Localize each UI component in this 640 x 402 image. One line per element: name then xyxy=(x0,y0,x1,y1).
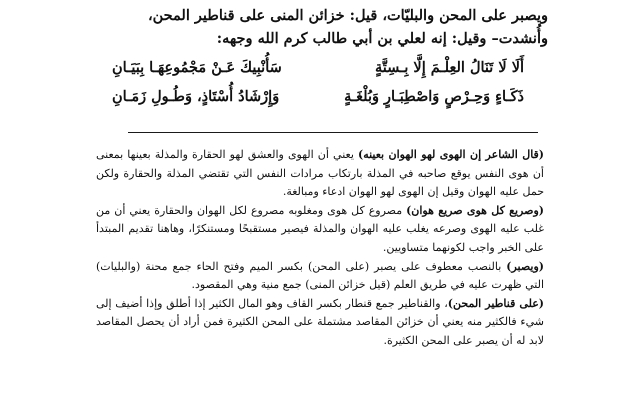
verse-line-1 xyxy=(112,57,524,79)
commentary-paragraph-3 xyxy=(96,258,544,295)
commentary-3-text: بالنصب معطوف على يصبر (على المحن) بكسر الميم وفتح الحاء جمع محنة (والبليات) التي ظهرت عليه في طريق العلم (قيل خزائن المنى) جمع منية وهي المقصود. xyxy=(96,259,544,292)
verse-2-first-hemistich: ذَكَـاءٍ وَحِـرْصٍ وَاصْطِبَـارٍ وَبُلْغَـةٍ xyxy=(344,88,524,105)
commentary-paragraph-4 xyxy=(96,295,544,351)
commentary-2-lemma: (وصريع كل هوى صريع هوان) xyxy=(406,203,544,217)
commentary-3-lemma: (ويصبر) xyxy=(506,259,544,273)
separator-rule xyxy=(128,132,538,133)
intro-line-2: وأُنشدت– وقيل: إنه لعلي بن أبي طالب كرم الله وجهه: xyxy=(216,30,548,47)
commentary-4-lemma: (على قناطير المحن) xyxy=(447,296,544,310)
verse-line-2 xyxy=(112,86,524,108)
commentary-paragraph-1 xyxy=(96,146,544,202)
commentary-1-lemma: (قال الشاعر إن الهوى لهو الهوان بعينه) xyxy=(358,148,545,161)
verse-2-second-hemistich: وَإِرْشَادُ أُسْتَاذٍ، وَطُـولِ زَمَـانِ xyxy=(112,88,280,105)
commentary-2-text: مصروع كل هوى ومغلوبه مصروع لكل الهوان والحقارة يعني أن من غلب عليه الهوى وصرعه يغلب عليه الهوان والمذلة فيصير مستقبحًا ومستنكرًا، وهاهنا تقديم المبتدأ على الخبر واجب لكونهما متساويين. xyxy=(96,203,544,254)
intro-line-1: ويصبر على المحن والبليّات، قيل: خزائن المنى على قناطير المحن، xyxy=(147,7,548,24)
commentary xyxy=(96,146,544,351)
commentary-1-text: يعني أن الهوى والعشق لهو الحقارة والمذلة بعينها بمعنى أن هوى النفس يوقع صاحبه في المذلة بارتكاب مرادات النفس التي تقتضي المذلة والحقارة ولكن حمل عليه الهوان وقيل إن الهوى لهو الهوان ادعاء ومبالغة. xyxy=(96,148,544,199)
verse-1-second-hemistich: سَأُنْبِيكَ عَـنْ مَجْمُوعِهَـا بِبَيَـانِ xyxy=(112,59,282,76)
verse-1-first-hemistich: أَلَا لَا تَنَالُ العِلْـمَ إِلَّا بِـسِتَّةٍ xyxy=(375,59,524,76)
commentary-paragraph-2 xyxy=(96,202,544,258)
commentary-4-text: ، والقناطير جمع قنطار بكسر القاف وهو المال الكثير إذا أطلق وإذا أضيف إلى شيء فالكثير منه يعني أن خزائن المقاصد مشتملة على المحن الكثيرة فمن أراد أن يحصل المقاصد لابد له أن يصبر على المحن الكثيرة. xyxy=(96,296,544,347)
